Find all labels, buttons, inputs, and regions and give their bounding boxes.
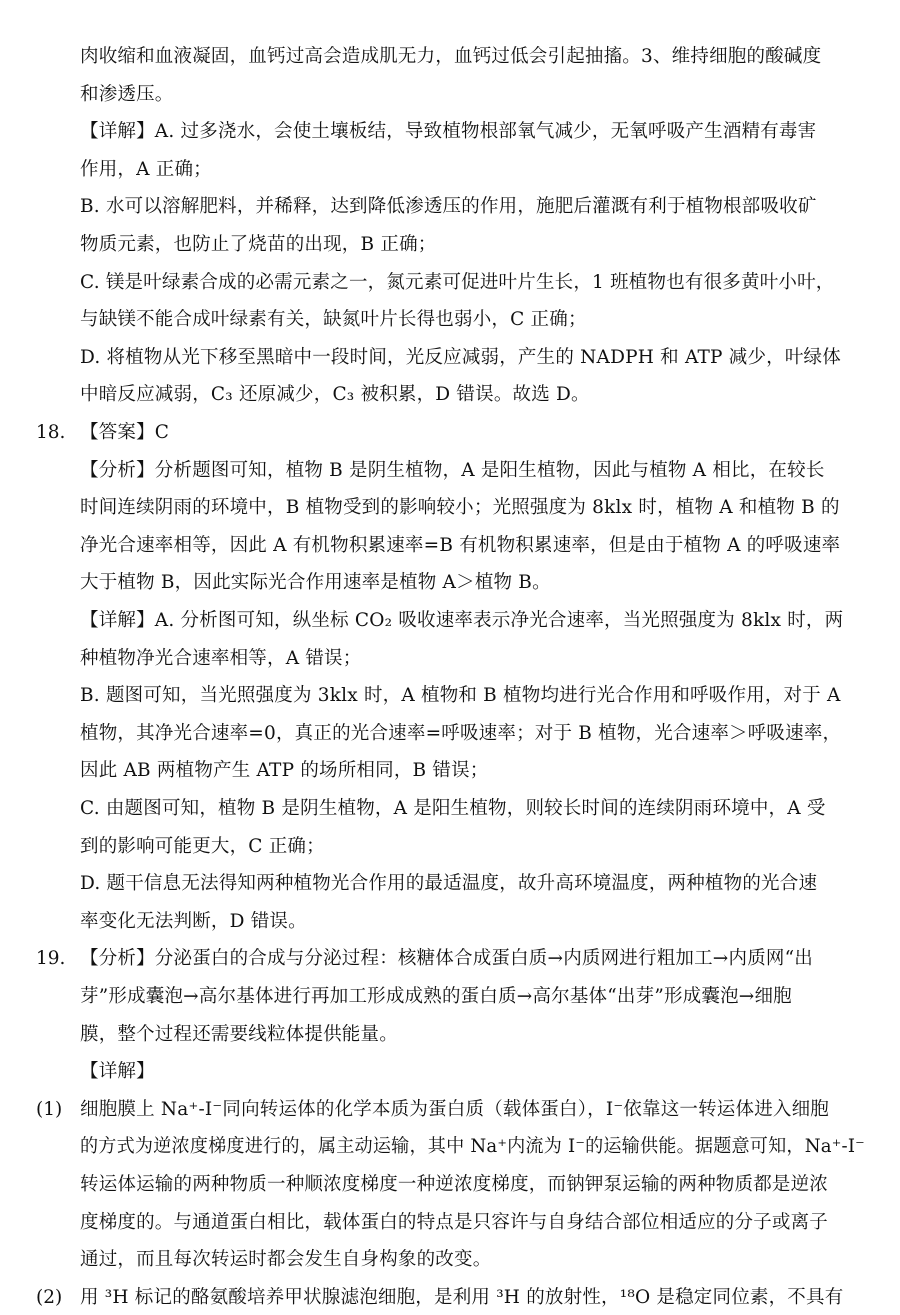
text-line: 【答案】C: [80, 422, 170, 443]
text-line: 肉收缩和血液凝固，血钙过高会造成肌无力，血钙过低会引起抽搐。3、维持细胞的酸碱度: [80, 46, 822, 67]
text-line: C. 由题图可知，植物 B 是阴生植物，A 是阳生植物，则较长时间的连续阴雨环境中，A 受: [80, 798, 826, 819]
text-line: 因此 AB 两植物产生 ATP 的场所相同，B 错误；: [80, 760, 489, 782]
text-line: 的方式为逆浓度梯度进行的，属主动运输，其中 Na⁺内流为 I⁻的运输供能。据题意可知，Na⁺-I⁻: [80, 1136, 865, 1158]
text-line: 种植物净光合速率相等，A 错误；: [80, 647, 362, 669]
text-line: 【详解】: [80, 1061, 155, 1083]
text-line: 用 ³H 标记的酪氨酸培养甲状腺滤泡细胞，是利用 ³H 的放射性，¹⁸O 是稳定同位素，不具有: [80, 1286, 844, 1308]
text-line: C. 镁是叶绿素合成的必需元素之一，氮元素可促进叶片生长，1 班植物也有很多黄叶小叶，: [80, 271, 835, 293]
question-number: 18.: [36, 422, 66, 443]
text-line: 作用，A 正确；: [80, 158, 212, 180]
text-line: 度梯度的。与通道蛋白相比，载体蛋白的特点是只容许与自身结合部位相适应的分子或离子: [80, 1211, 829, 1233]
text-line: 物质元素，也防止了烧苗的出现，B 正确；: [80, 234, 437, 255]
text-line: 时间连续阴雨的环境中，B 植物受到的影响较小；光照强度为 8klx 时，植物 A 和植物 B 的: [80, 497, 840, 519]
subquestion-number: (1): [36, 1098, 63, 1120]
text-line: D. 将植物从光下移至黑暗中一段时间，光反应减弱，产生的 NADPH 和 ATP 减少，叶绿体: [80, 346, 841, 368]
text-line: 率变化无法判断，D 错误。: [80, 910, 307, 932]
text-line: 【详解】A. 过多浇水，会使土壤板结，导致植物根部氧气减少，无氧呼吸产生酒精有毒害: [80, 121, 817, 143]
text-line: 到的影响可能更大，C 正确；: [80, 835, 325, 857]
text-line: 大于植物 B，因此实际光合作用速率是植物 A＞植物 B。: [80, 572, 551, 594]
text-line: 中暗反应减弱，C₃ 还原减少，C₃ 被积累，D 错误。故选 D。: [80, 384, 590, 406]
text-line: B. 水可以溶解肥料，并稀释，达到降低渗透压的作用，施肥后灌溉有利于植物根部吸收矿: [80, 196, 817, 218]
text-line: 通过，而且每次转运时都会发生自身构象的改变。: [80, 1249, 492, 1271]
text-line: 【分析】分泌蛋白的合成与分泌过程：核糖体合成蛋白质→内质网进行粗加工→内质网“出: [80, 948, 813, 970]
text-line: 转运体运输的两种物质一种顺浓度梯度一种逆浓度梯度，而钠钾泵运输的两种物质都是逆浓: [80, 1174, 829, 1195]
text-line: 细胞膜上 Na⁺-I⁻同向转运体的化学本质为蛋白质（载体蛋白），I⁻依靠这一转运体进入细胞: [80, 1098, 830, 1120]
text-line: 【分析】分析题图可知，植物 B 是阴生植物，A 是阳生植物，因此与植物 A 相比，在较长: [80, 459, 825, 481]
subquestion-number: (2): [36, 1286, 63, 1308]
text-line: 净光合速率相等，因此 A 有机物积累速率=B 有机物积累速率，但是由于植物 A 的呼吸速率: [80, 534, 841, 556]
text-line: 芽”形成囊泡→高尔基体进行再加工形成成熟的蛋白质→高尔基体“出芽”形成囊泡→细胞: [80, 986, 792, 1007]
text-line: 与缺镁不能合成叶绿素有关，缺氮叶片长得也弱小，C 正确；: [80, 309, 587, 331]
text-line: D. 题干信息无法得知两种植物光合作用的最适温度，故升高环境温度，两种植物的光合速: [80, 873, 818, 895]
text-line: 膜，整个过程还需要线粒体提供能量。: [80, 1023, 398, 1045]
text-line: 和渗透压。: [80, 83, 174, 105]
text-line: B. 题图可知，当光照强度为 3klx 时，A 植物和 B 植物均进行光合作用和呼吸作用，对于 A: [80, 685, 841, 707]
question-number: 19.: [36, 948, 66, 970]
text-line: 【详解】A. 分析图可知，纵坐标 CO₂ 吸收速率表示净光合速率，当光照强度为 8klx 时，两: [80, 610, 844, 631]
text-line: 植物，其净光合速率=0，真正的光合速率=呼吸速率；对于 B 植物，光合速率＞呼吸速率，: [80, 722, 842, 744]
